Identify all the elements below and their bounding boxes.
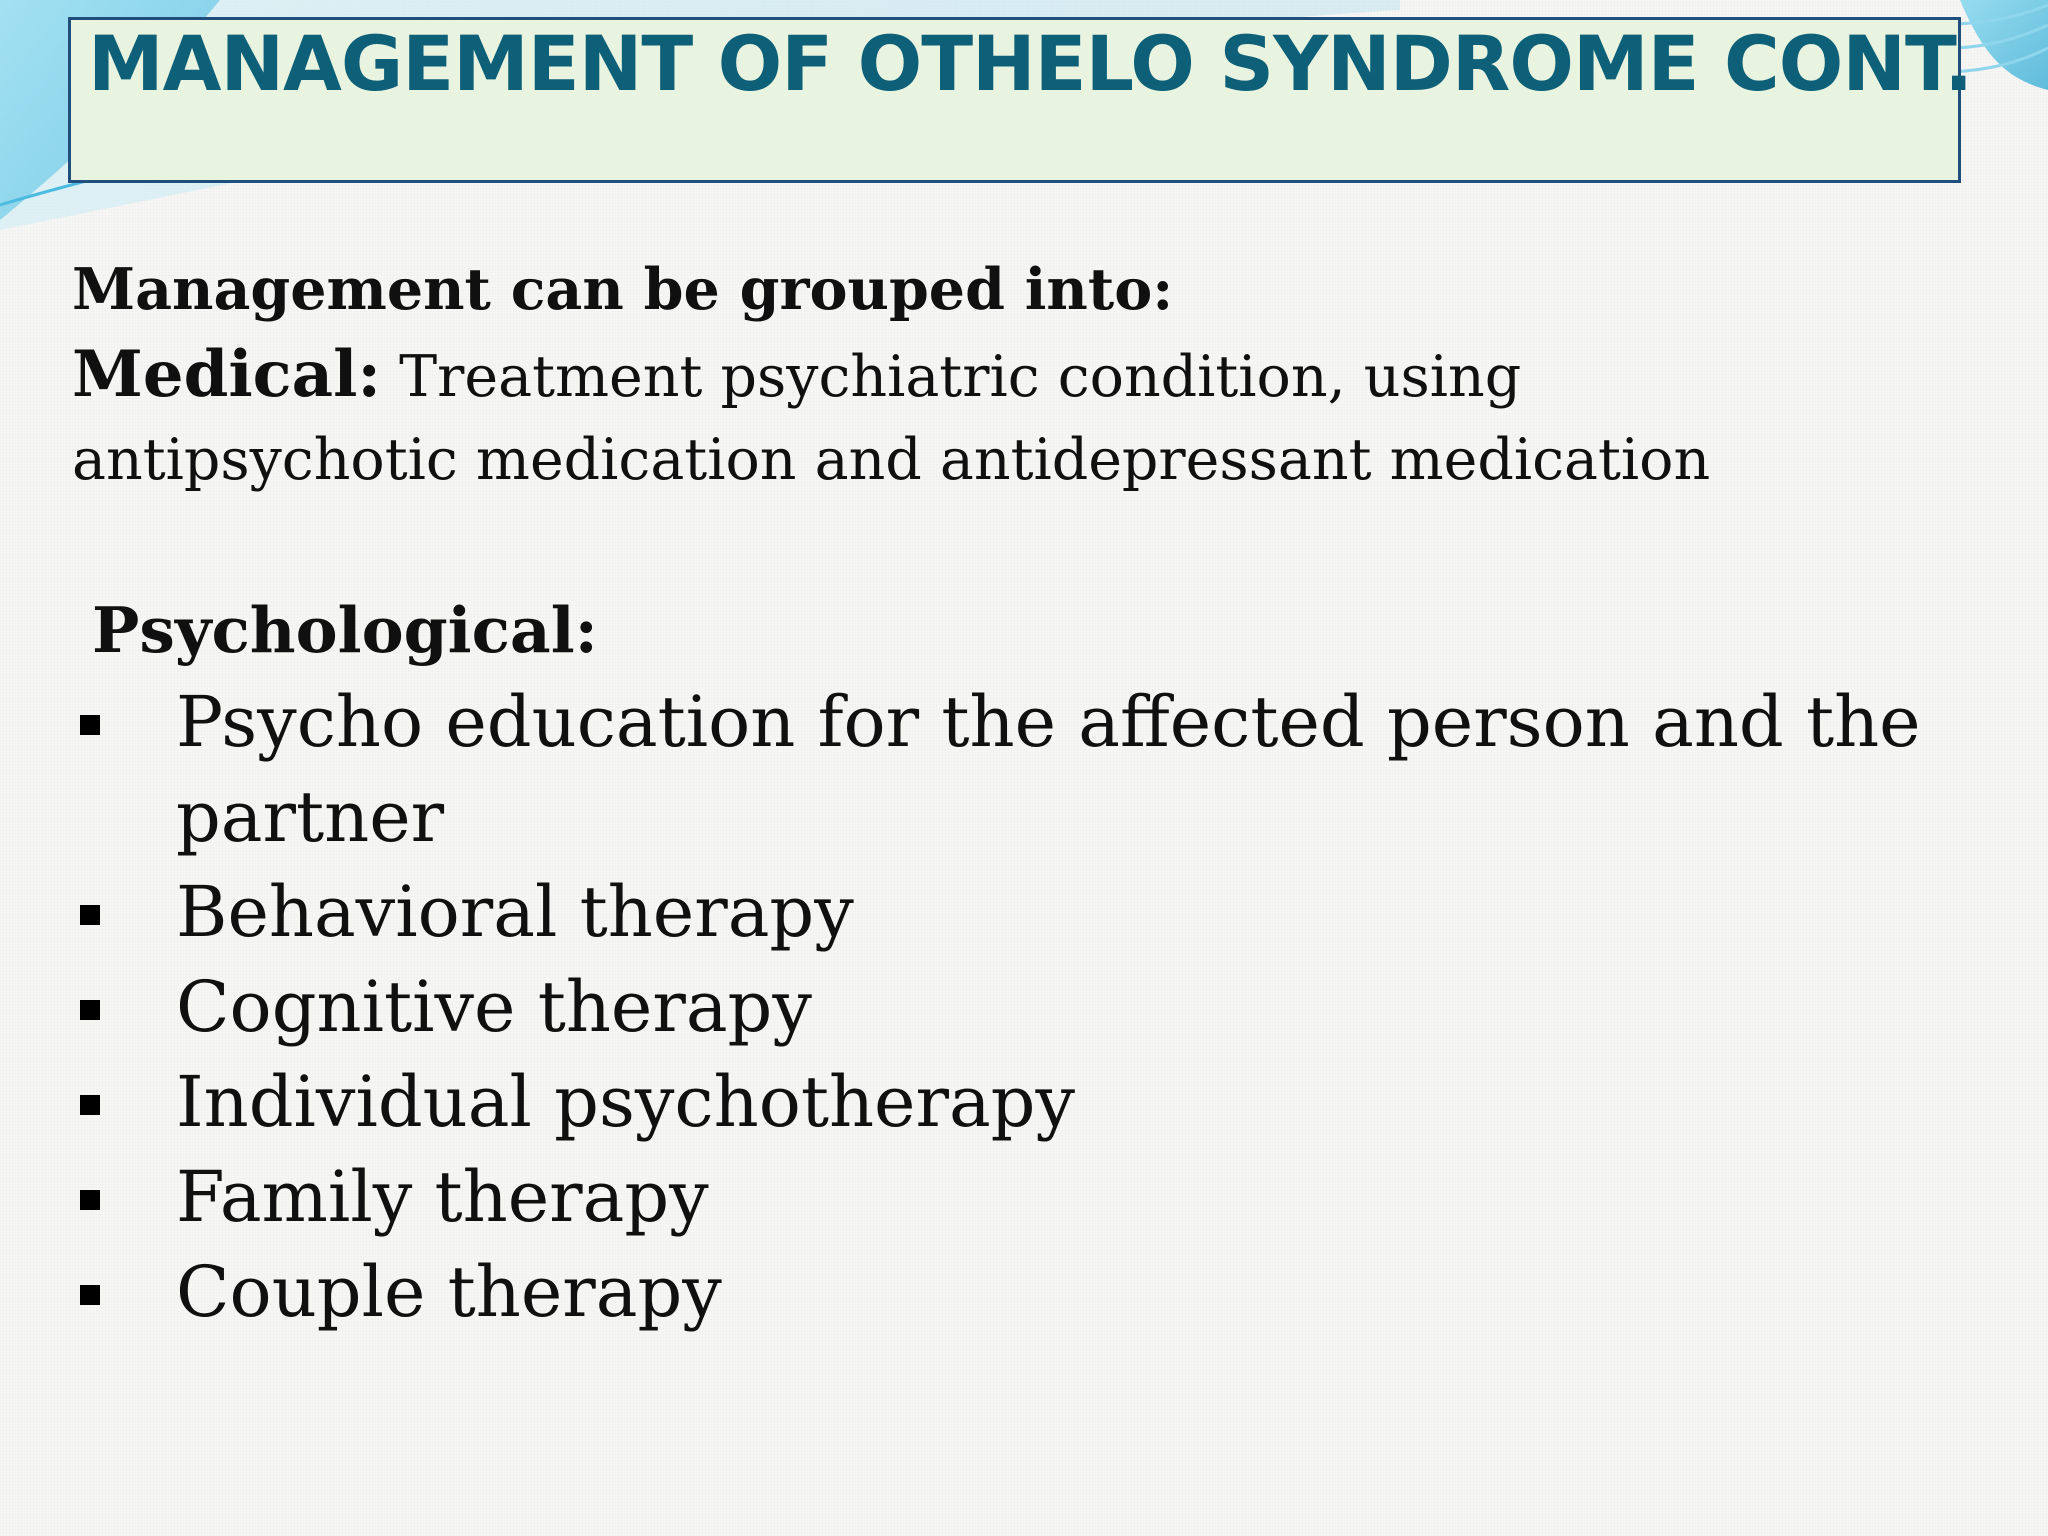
list-item <box>72 1150 1972 1245</box>
list-item <box>72 1245 1972 1340</box>
square-bullet-icon <box>80 1000 100 1020</box>
square-bullet-icon <box>80 1285 100 1305</box>
list-item <box>72 865 1972 960</box>
square-bullet-icon <box>80 715 100 735</box>
intro-text: Management can be grouped into: <box>72 256 1174 323</box>
list-item-text: Individual psychotherapy <box>176 1061 1076 1143</box>
psychological-list <box>72 675 1972 1340</box>
list-item-text: Psycho education for the affected person and the <box>176 681 1921 763</box>
list-item-text: Cognitive therapy <box>176 966 812 1048</box>
medical-text-line2: antipsychotic medication and antidepressant medication <box>72 427 1711 493</box>
psychological-heading: Psychological: <box>92 593 598 667</box>
square-bullet-icon <box>80 1190 100 1210</box>
list-item <box>72 1055 1972 1150</box>
slide-title: MANAGEMENT OF OTHELO SYNDROME CONT. <box>88 19 1973 108</box>
list-item <box>72 675 1972 865</box>
medical-text-line1: Treatment psychiatric condition, using <box>381 344 1522 410</box>
list-item-text: Behavioral therapy <box>176 871 854 953</box>
list-item <box>72 960 1972 1055</box>
medical-label: Medical: <box>72 337 381 412</box>
list-item-text: Couple therapy <box>176 1251 722 1333</box>
square-bullet-icon <box>80 1095 100 1115</box>
list-item-text-continued: partner <box>176 776 445 858</box>
list-item-text: Family therapy <box>176 1156 709 1238</box>
square-bullet-icon <box>80 905 100 925</box>
medical-line <box>72 335 1521 417</box>
